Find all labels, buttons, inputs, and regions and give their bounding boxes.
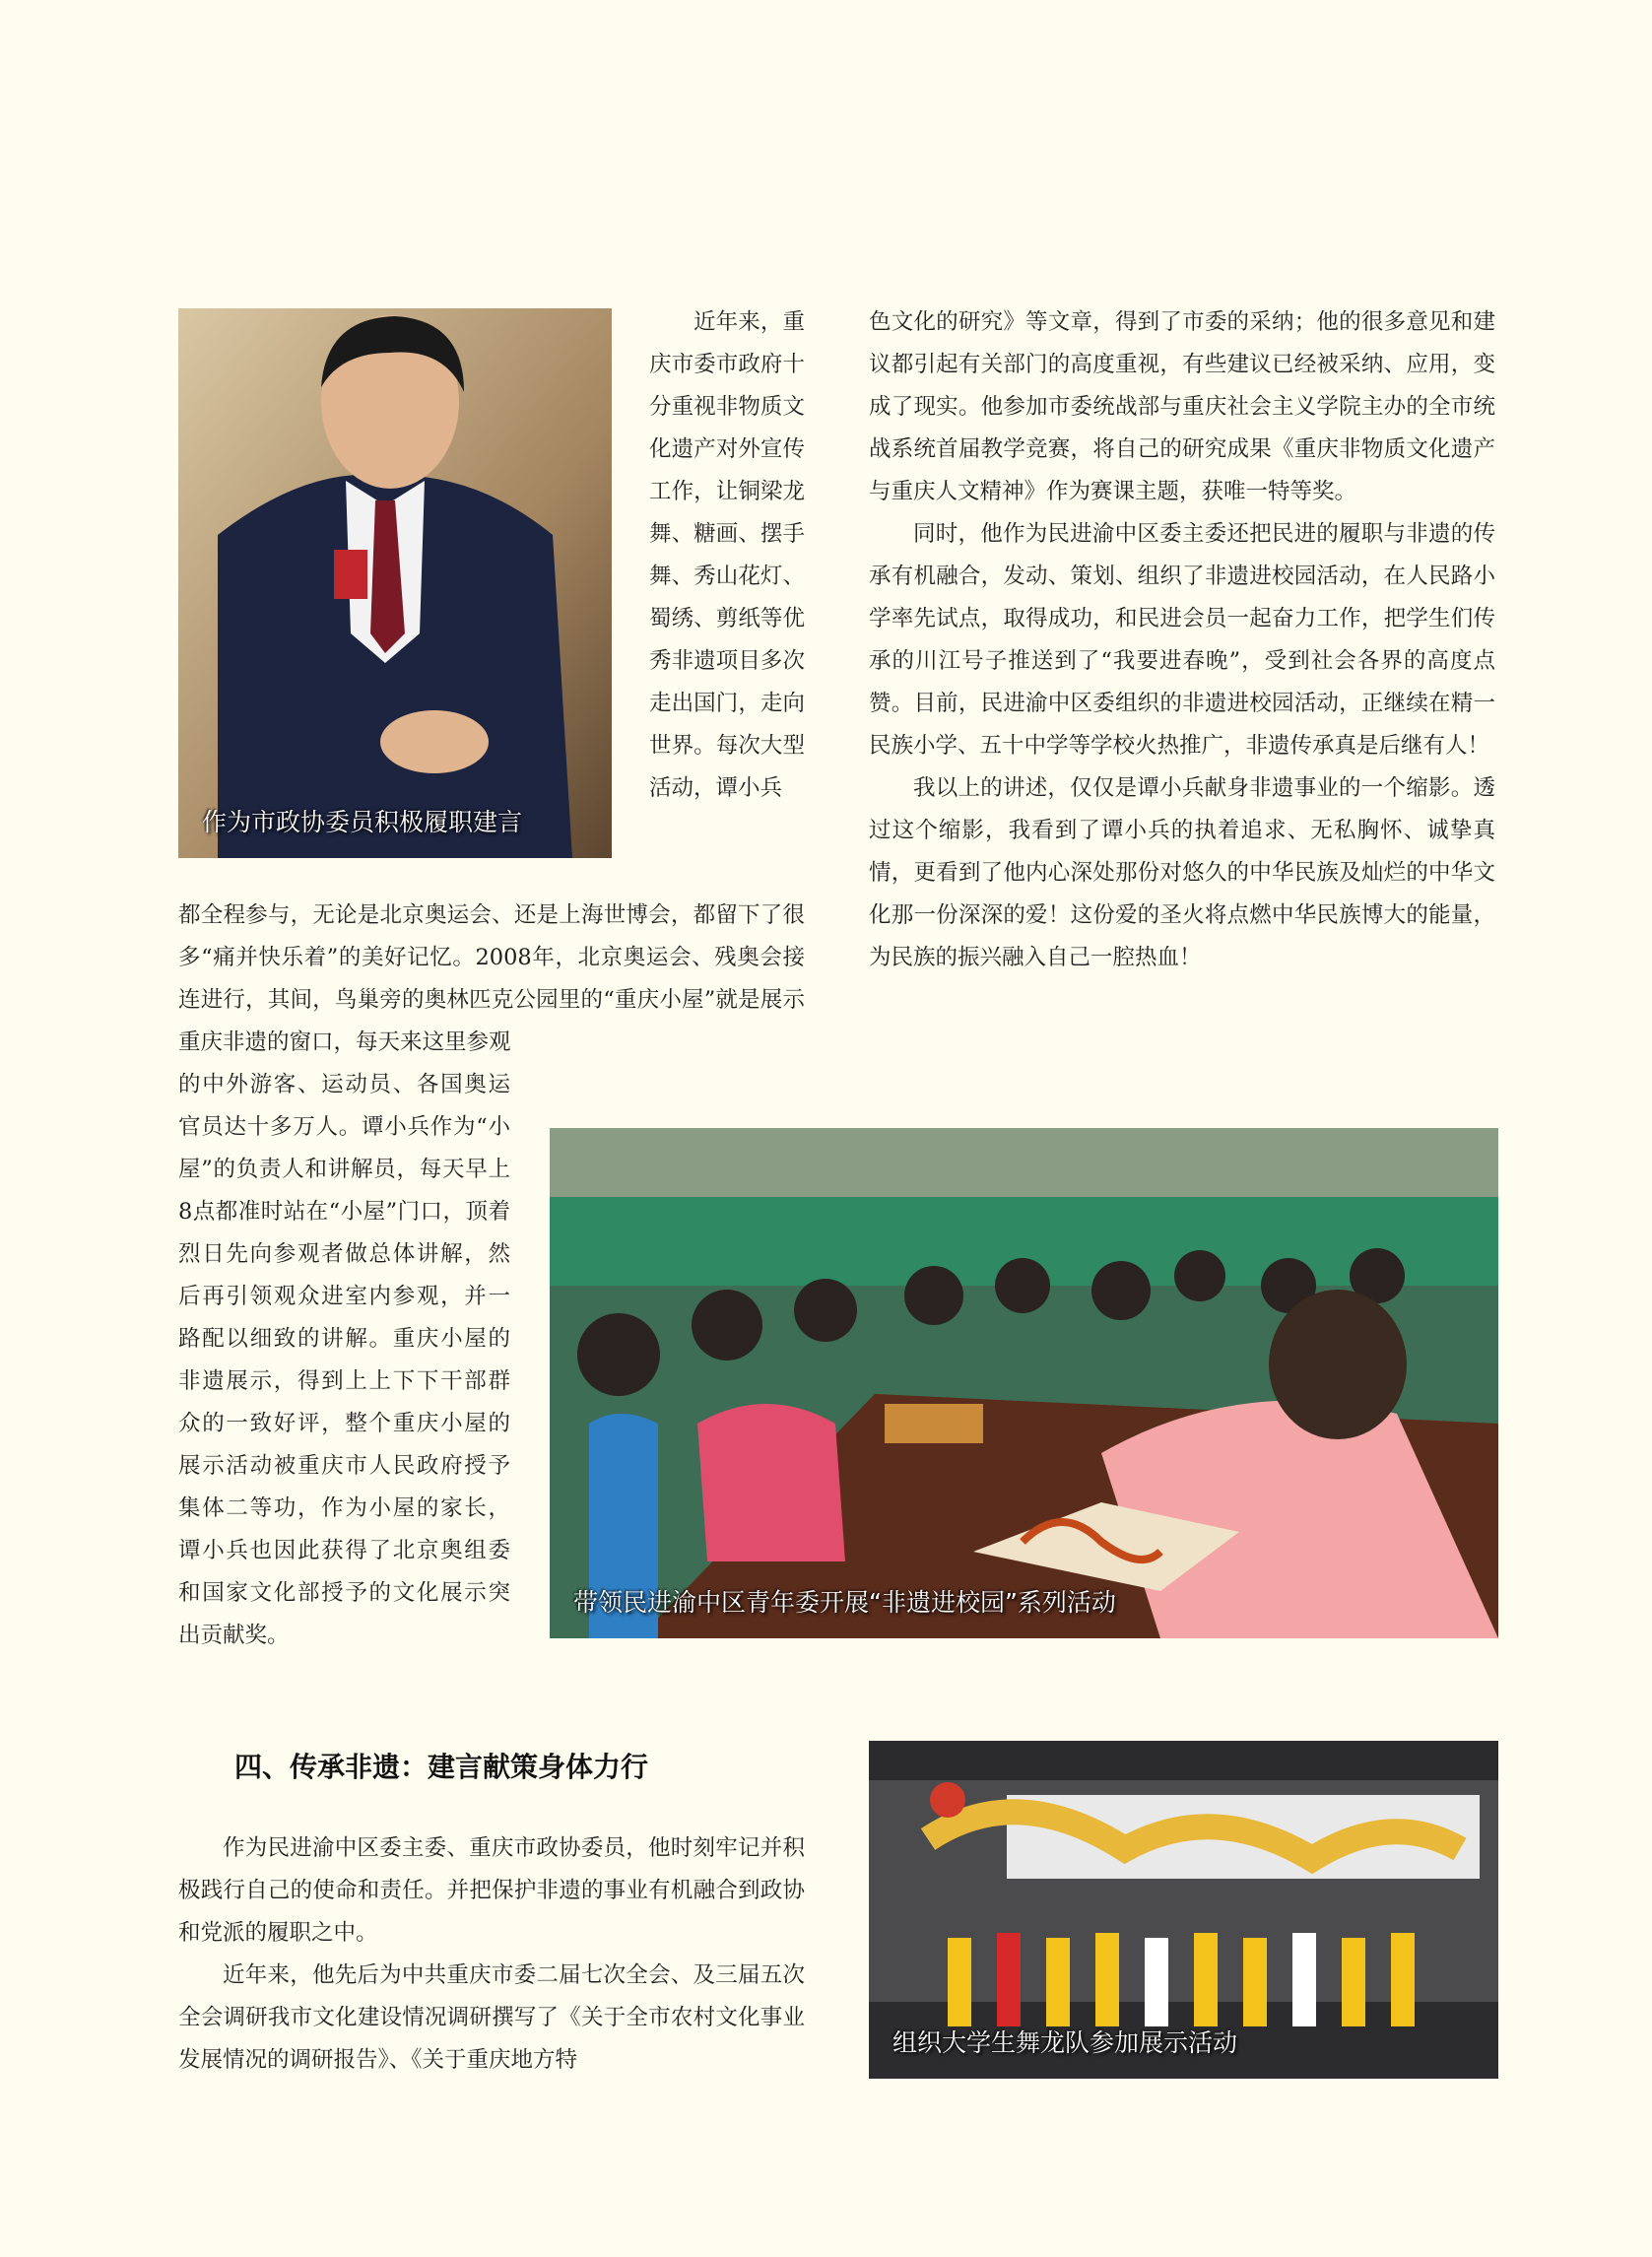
photo-caption: 作为市政协委员积极履职建言 [202,808,523,836]
paragraph: 同时，他作为民进渝中区委主委还把民进的履职与非遗的传承有机融合，发动、策划、组织了非遗进校园活动，在人民路小学率先试点，取得成功，和民进会员一起奋力工作，把学生们传承的川江号子推送到了“我要进春晚”，受到社会各界的高度点赞。目前，民进渝中区委组织的非遗进校园活动，正继续在精一民族小学、五十中学等学校火热推广，非遗传承真是后继有人！ [869,521,1495,759]
photo-dragon-dance-team [869,1741,1498,2079]
left-narrow-text [649,301,805,810]
section4-text [178,1827,805,2082]
paragraph: 近年来，他先后为中共重庆市委二届七次全会、及三届五次全会调研我市文化建设情况调研撰写了《关于全市农村文化事业发展情况的调研报告》、《关于重庆地方特 [178,1962,805,2073]
school-activity-image [550,1128,1498,1638]
left-under-text [178,1064,510,1657]
paragraph: 我以上的讲述，仅仅是谭小兵献身非遗事业的一个缩影。透过这个缩影，我看到了谭小兵的执着追求、无私胸怀、诚挚真情，更看到了他内心深处那份对悠久的中华民族及灿烂的中华文化那一份深深的爱！这份爱的圣火将点燃中华民族博大的能量，为民族的振兴融入自己一腔热血！ [869,775,1495,970]
paragraph: 都全程参与，无论是北京奥运会、还是上海世博会，都留下了很多“痛并快乐着”的美好记忆。2008年，北京奥运会、残奥会接连进行，其间，鸟巢旁的奥林匹克公园里的“重庆小屋”就是展示重庆非遗的窗口，每天来这里参观 [178,902,805,1055]
speaker-portrait-image [178,308,612,858]
photo-school-activity [550,1128,1498,1638]
paragraph: 的中外游客、运动员、各国奥运官员达十多万人。谭小兵作为“小屋”的负责人和讲解员，每天早上8点都准时站在“小屋”门口，顶着烈日先向参观者做总体讲解，然后再引领观众进室内参观，并一路配以细致的讲解。重庆小屋的非遗展示，得到上上下下干部群众的一致好评，整个重庆小屋的展示活动被重庆市人民政府授予集体二等功，作为小屋的家长，谭小兵也因此获得了北京奥组委和国家文化部授予的文化展示突出贡献奖。 [178,1072,510,1648]
left-full-text [178,895,805,1064]
photo-speaker-portrait [178,308,612,858]
photo-caption: 带领民进渝中区青年委开展“非遗进校园”系列活动 [573,1588,1116,1617]
paragraph: 色文化的研究》等文章，得到了市委的采纳；他的很多意见和建议都引起有关部门的高度重视，有些建议已经被采纳、应用，变成了现实。他参加市委统战部与重庆社会主义学院主办的全市统战系统首届教学竞赛，将自己的研究成果《重庆非物质文化遗产与重庆人文精神》作为赛课主题，获唯一特等奖。 [869,309,1495,504]
right-column-text [869,301,1495,979]
section-heading: 四、传承非遗：建言献策身体力行 [234,1751,649,1783]
paragraph: 作为民进渝中区委主委、重庆市政协委员，他时刻牢记并积极践行自己的使命和责任。并把保护非遗的事业有机融合到政协和党派的履职之中。 [178,1835,805,1946]
paragraph: 近年来，重庆市委市政府十分重视非物质文化遗产对外宣传工作，让铜梁龙舞、糖画、摆手舞、秀山花灯、蜀绣、剪纸等优秀非遗项目多次走出国门，走向世界。每次大型活动，谭小兵 [649,309,805,801]
photo-caption: 组织大学生舞龙队参加展示活动 [892,2028,1238,2057]
